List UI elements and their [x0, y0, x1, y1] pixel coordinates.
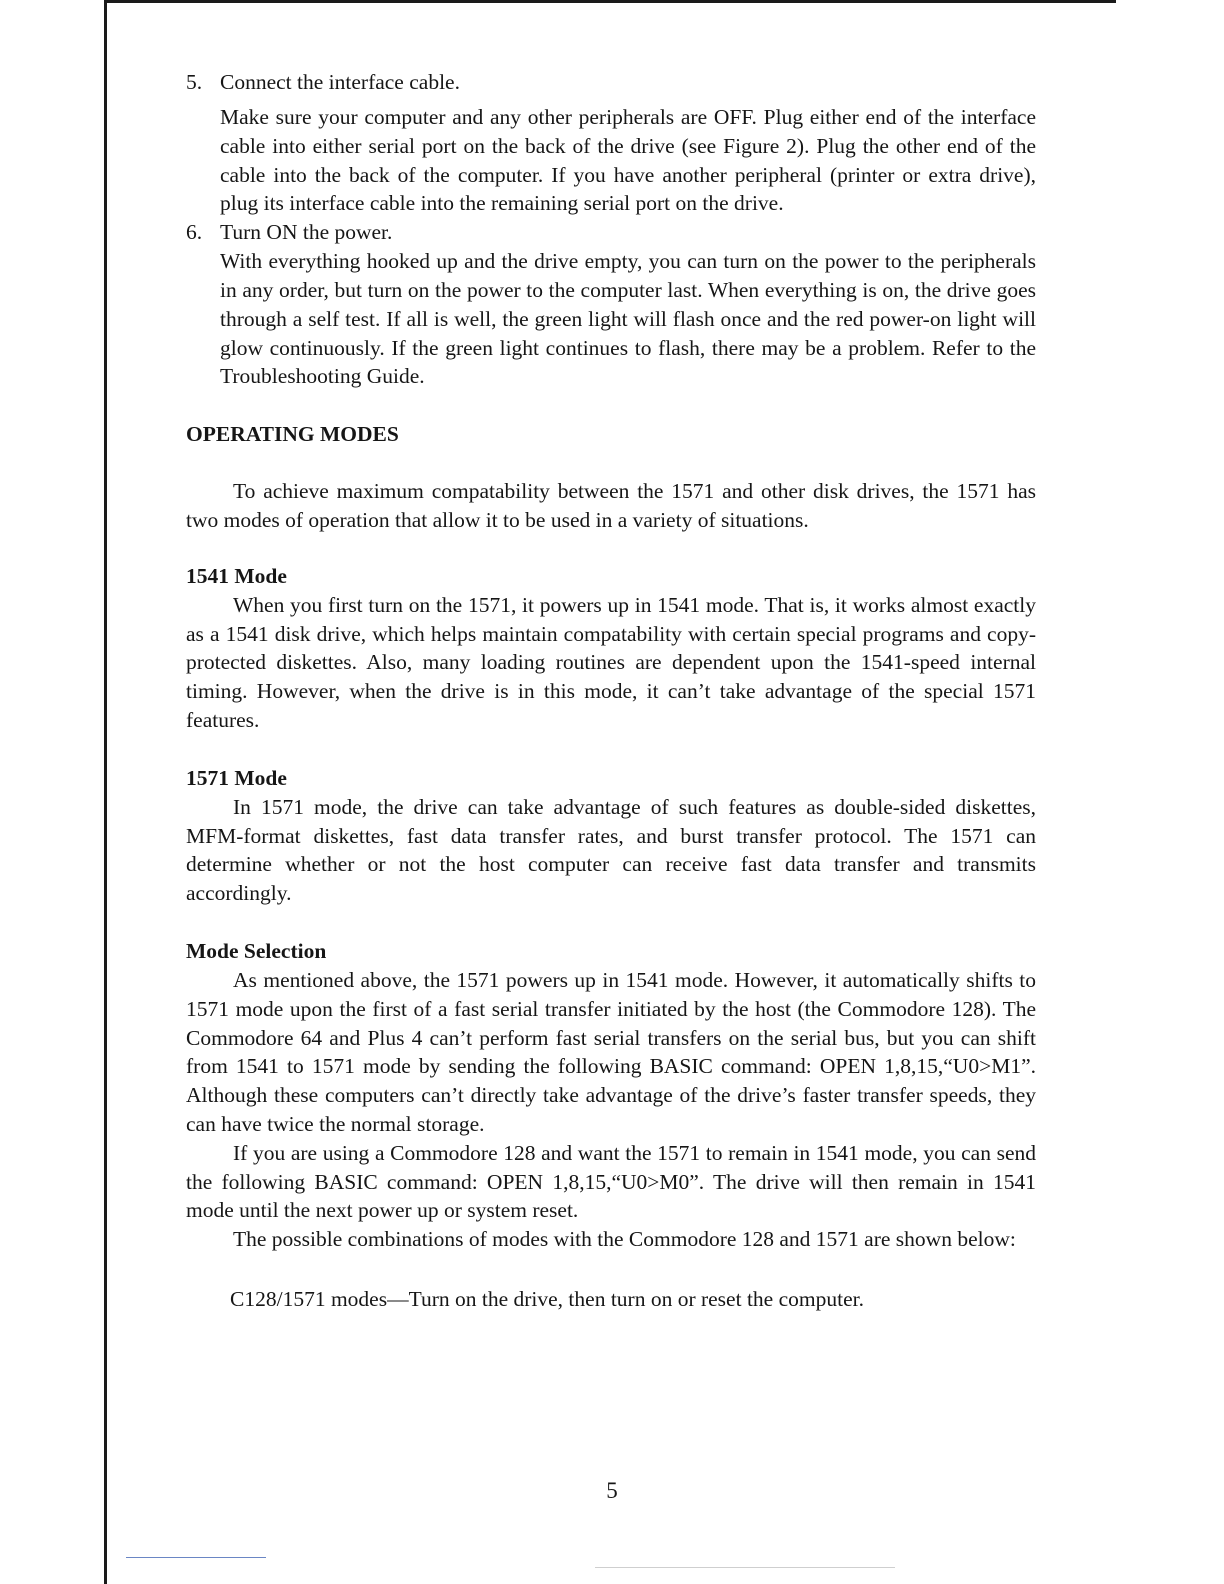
scan-edge-left [104, 0, 107, 1584]
page-number: 5 [606, 1478, 618, 1503]
step-body: Make sure your computer and any other peripherals are OFF. Plug either end of the interface cable into either serial port on the back of the drive (see Figure 2). Plug the other end of the cable into the back of the computer. If you have another peripheral (printer or extra drive), plug its interface cable into the remaining serial port on the drive. [220, 105, 1036, 216]
mode-1571-body: In 1571 mode, the drive can take advantage of such features as double-sided diskettes, MFM-format diskettes, fast data transfer rates, and burst transfer protocol. The 1571 can determine whether or not the host computer can receive fast data transfer and transmits accordingly. [186, 794, 1036, 906]
step-title: Connect the interface cable. [220, 70, 460, 94]
operating-modes-intro: To achieve maximum compatability between the 1571 and other disk drives, the 1571 has two modes of operation that allow it to be used in a variety of situations. [186, 479, 1036, 532]
step-number: 6. [186, 220, 203, 245]
section-heading-operating-modes: OPERATING MODES [186, 422, 399, 447]
scan-mark-bottom-right [595, 1567, 895, 1568]
step-body: With everything hooked up and the drive empty, you can turn on the power to the peripherals in any order, but turn on the power to the computer last. When everything is on, the drive goes through a self test. If all is well, the green light will flash once and the red power-on light will glow continuously. If the green light continues to flash, there may be a problem. Refer to the Troubleshooting Guide. [220, 249, 1036, 389]
step-title: Turn ON the power. [220, 220, 393, 245]
subheading-1571-mode: 1571 Mode [186, 765, 287, 790]
subheading-1541-mode: 1541 Mode [186, 563, 287, 588]
mode-selection-paragraph: As mentioned above, the 1571 powers up in 1541 mode. However, it automatically shifts to 1571 mode upon the first of a fast serial transfer initiated by the host (the Commodore 128). The Commodore 64 and Plus 4 can’t perform fast serial transfers on the serial bus, but you can shift from 1541 to 1571 mode by sending the following BASIC command: OPEN 1,8,15,“U0>M1”. Although these computers can’t directly take advantage of the drive’s faster transfer speeds, they can have twice the normal storage. [186, 967, 1036, 1136]
step-6 [186, 218, 1036, 391]
scan-edge-top [106, 0, 1116, 3]
step-number: 5. [186, 70, 203, 94]
subheading-mode-selection: Mode Selection [186, 938, 327, 963]
step-5 [186, 68, 1036, 218]
mode-1541-body: When you first turn on the 1571, it powers up in 1541 mode. That is, it works almost exactly as a 1541 disk drive, which helps maintain compatability with certain special programs and copy-protected diskettes. Also, many loading routines are dependent upon the 1541-speed internal timing. However, when the drive is in this mode, it can’t take advantage of the special 1571 features. [186, 592, 1036, 732]
document-page [186, 68, 1036, 1314]
mode-selection-paragraph: If you are using a Commodore 128 and want the 1571 to remain in 1541 mode, you can send the following BASIC command: OPEN 1,8,15,“U0>M0”. The drive will then remain in 1541 mode until the next power up or system reset. [186, 1140, 1036, 1223]
mode-selection-paragraph: The possible combinations of modes with the Commodore 128 and 1571 are shown below: [233, 1227, 1016, 1252]
mode-combination-c128-1571: C128/1571 modes—Turn on the drive, then turn on or reset the computer. [230, 1286, 864, 1311]
scan-mark-bottom-left [126, 1557, 266, 1558]
